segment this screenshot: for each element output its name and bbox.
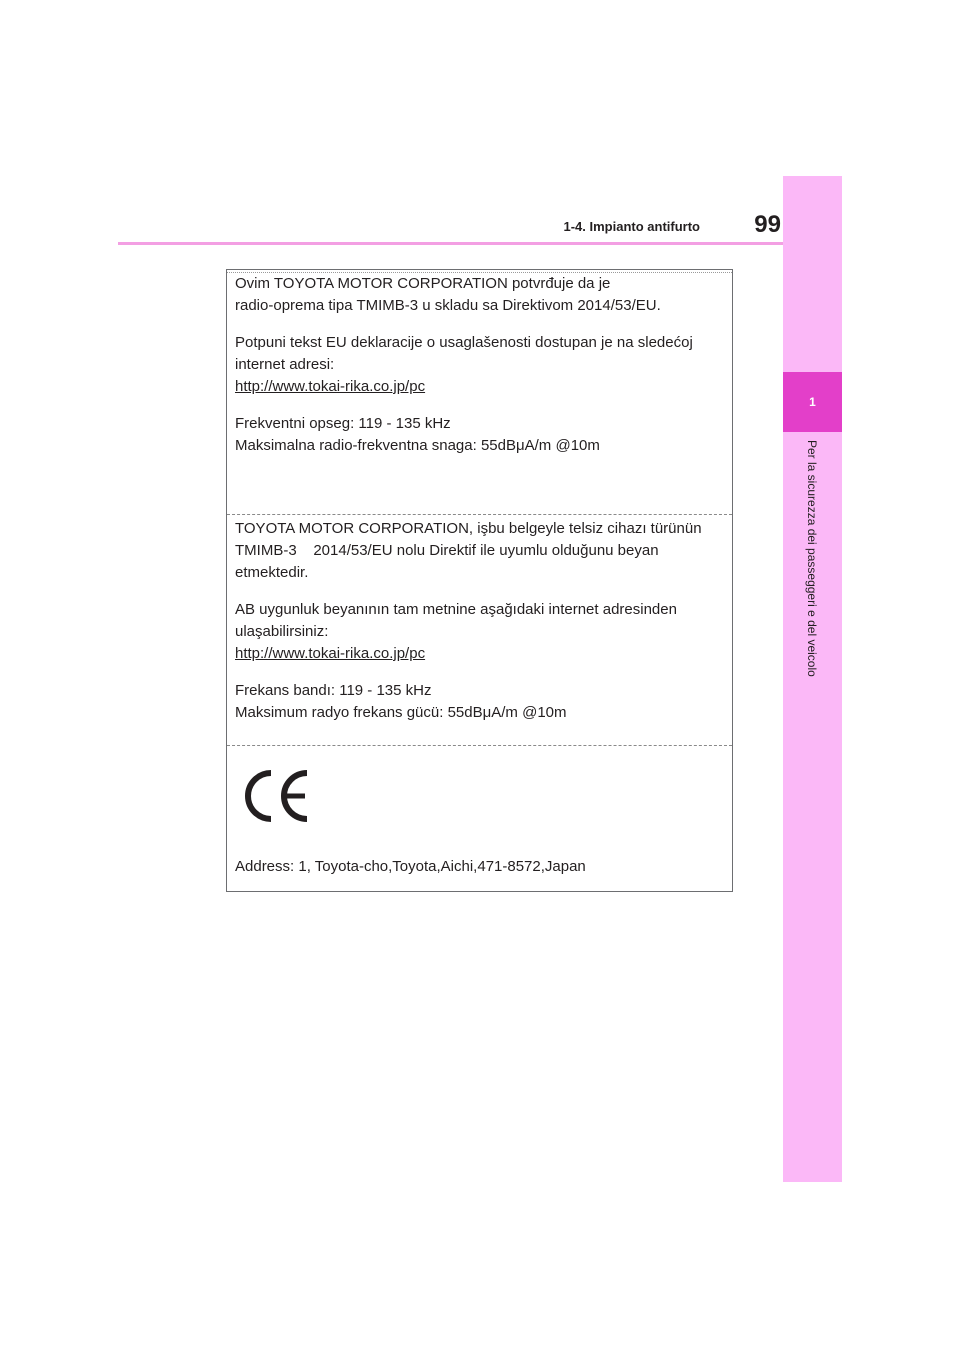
manufacturer-address: Address: 1, Toyota-cho,Toyota,Aichi,471-8572,Japan — [235, 858, 586, 875]
frequency-text: Frekventni opseg: 119 - 135 kHz — [235, 415, 451, 432]
section-title: 1-4. Impianto antifurto — [563, 219, 700, 234]
section-divider — [227, 745, 732, 746]
text-line: radio-oprema tipa TMIMB-3 u skladu sa Direktivom 2014/53/EU. — [235, 297, 661, 314]
text-line: ulaşabilirsiniz: — [235, 623, 329, 640]
frequency-text: Frekans bandı: 119 - 135 kHz — [235, 682, 432, 699]
declaration-serbian — [227, 273, 732, 457]
text-line: internet adresi: — [235, 356, 335, 373]
header-rule — [118, 242, 783, 245]
chapter-tab[interactable] — [783, 372, 842, 432]
page-number: 99 — [754, 211, 781, 238]
power-text: Maksimalna radio-frekventna snaga: 55dBμA/m @10m — [235, 437, 600, 454]
ce-mark-icon — [241, 767, 313, 825]
text-line: etmektedir. — [235, 564, 309, 581]
text-line: Potpuni tekst EU deklaracije o usaglašenosti dostupan je na sledećoj — [235, 334, 693, 351]
text-line: AB uygunluk beyanının tam metnine aşağıdaki internet adresinden — [235, 601, 677, 618]
chapter-number: 1 — [809, 395, 816, 409]
section-divider — [227, 514, 732, 515]
side-tab — [783, 176, 842, 1182]
text-line: Ovim TOYOTA MOTOR CORPORATION potvrđuje da je — [235, 275, 611, 292]
declaration-link[interactable]: http://www.tokai-rika.co.jp/pc — [235, 378, 426, 395]
text-line: TMIMB-3 2014/53/EU nolu Direktif ile uyumlu olduğunu beyan — [235, 542, 659, 559]
declaration-turkish — [227, 518, 732, 724]
power-text: Maksimum radyo frekans gücü: 55dBμA/m @10m — [235, 704, 567, 721]
chapter-label-text: Per la sicurezza dei passeggeri e del veicolo — [805, 440, 819, 677]
declaration-box — [226, 269, 733, 892]
declaration-link[interactable]: http://www.tokai-rika.co.jp/pc — [235, 645, 426, 662]
text-line: TOYOTA MOTOR CORPORATION, işbu belgeyle telsiz cihazı türünün — [235, 520, 702, 537]
